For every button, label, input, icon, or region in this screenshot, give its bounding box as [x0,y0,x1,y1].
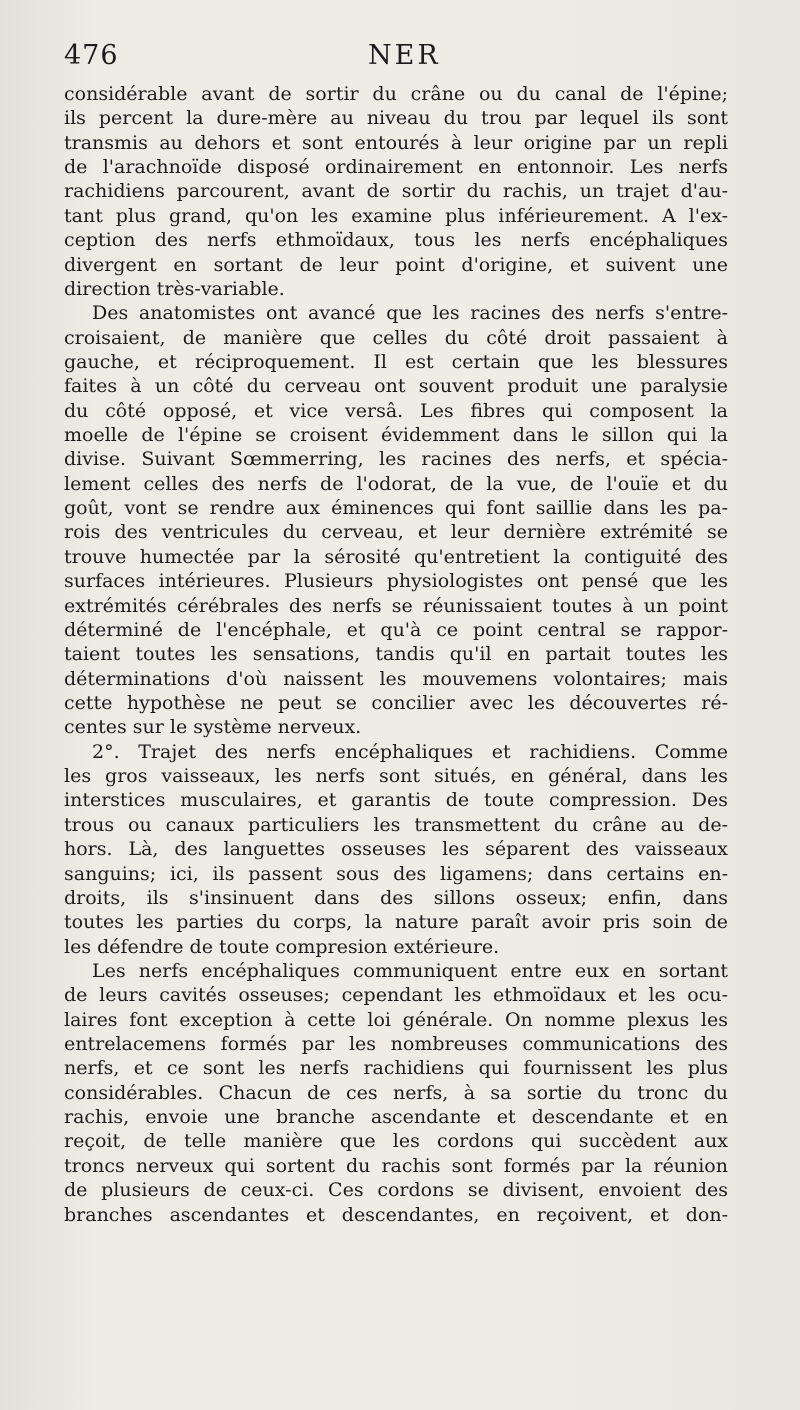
text-line: droits, ils s'insinuent dans des sillons osseux; enfin, dans [64,886,728,909]
text-line: tant plus grand, qu'on les examine plus inférieurement. A l'ex- [64,204,728,227]
page-number: 476 [64,40,119,71]
text-line: taient toutes les sensations, tandis qu'il en partait toutes les [64,643,728,666]
text-line: centes sur le système nerveux. [64,716,362,739]
text-line: sanguins; ici, ils passent sous des ligamens; dans certains en- [64,862,728,885]
text-line: trouve humectée par la sérosité qu'entretient la contiguité des [64,545,728,568]
text-line: troncs nerveux qui sortent du rachis sont formés par la réunion [64,1154,728,1177]
text-line: entrelacemens formés par les nombreuses communications des [64,1033,728,1056]
text-line: laires font exception à cette loi générale. On nomme plexus les [64,1008,728,1031]
text-line: déterminé de l'encéphale, et qu'à ce point central se rappor- [64,618,728,641]
text-line: lement celles des nerfs de l'odorat, de la vue, de l'ouïe et du [64,472,728,495]
text-line: ception des nerfs ethmoïdaux, tous les nerfs encéphaliques [64,229,728,252]
text-line: croisaient, de manière que celles du côté droit passaient à [64,326,728,349]
text-line: du côté opposé, et vice versâ. Les fibres qui composent la [64,399,728,422]
text-line: rois des ventricules du cerveau, et leur dernière extrémité se [64,521,728,544]
text-line: gauche, et réciproquement. Il est certain que les blessures [64,350,728,373]
text-line: 2°. Trajet des nerfs encéphaliques et rachidiens. Comme [92,740,728,763]
text-line: moelle de l'épine se croisent évidemment dans le sillon qui la [64,424,728,447]
text-line: faites à un côté du cerveau ont souvent produit une paralysie [64,375,728,398]
text-line: ils percent la dure-mère au niveau du trou par lequel ils sont [64,107,728,130]
text-line: reçoit, de telle manière que les cordons qui succèdent aux [64,1130,728,1153]
text-line: de l'arachnoïde disposé ordinairement en entonnoir. Les nerfs [64,156,728,179]
text-line: transmis au dehors et sont entourés à leur origine par un repli [64,131,728,154]
body-text [64,82,728,1227]
text-line: déterminations d'où naissent les mouvemens volontaires; mais [64,667,728,690]
text-line: interstices musculaires, et garantis de toute compression. Des [64,789,728,812]
running-head [64,40,750,80]
text-line: direction très-variable. [64,277,285,300]
running-head-word: NER [368,40,441,71]
text-line: Les nerfs encéphaliques communiquent entre eux en sortant [92,959,728,982]
text-line: hors. Là, des languettes osseuses les séparent des vaisseaux [64,838,728,861]
text-line: Des anatomistes ont avancé que les racines des nerfs s'entre- [92,302,728,325]
text-line: divergent en sortant de leur point d'origine, et suivent une [64,253,728,276]
text-line: les défendre de toute compresion extérieure. [64,935,500,958]
text-line: considérables. Chacun de ces nerfs, à sa sortie du tronc du [64,1081,728,1104]
text-line: les gros vaisseaux, les nerfs sont situés, en général, dans les [64,765,728,788]
text-line: divise. Suivant Sœmmerring, les racines des nerfs, et spécia- [64,448,728,471]
text-line: rachis, envoie une branche ascendante et descendante et en [64,1106,728,1129]
text-line: surfaces intérieures. Plusieurs physiologistes ont pensé que les [64,570,728,593]
text-line: considérable avant de sortir du crâne ou du canal de l'épine; [64,83,728,105]
text-line: de plusieurs de ceux-ci. Ces cordons se divisent, envoient des [64,1179,728,1202]
text-line: rachidiens parcourent, avant de sortir du rachis, un trajet d'au- [64,180,728,203]
text-line: nerfs, et ce sont les nerfs rachidiens qui fournissent les plus [64,1057,728,1080]
text-line: toutes les parties du corps, la nature paraît avoir pris soin de [64,911,728,934]
text-line: cette hypothèse ne peut se concilier avec les découvertes ré- [64,691,728,714]
text-line: trous ou canaux particuliers les transmettent du crâne au de- [64,813,728,836]
text-line: extrémités cérébrales des nerfs se réunissaient toutes à un point [64,594,728,617]
text-line: goût, vont se rendre aux éminences qui font saillie dans les pa- [64,497,728,520]
text-line: de leurs cavités osseuses; cependant les ethmoïdaux et les ocu- [64,984,728,1007]
text-line: branches ascendantes et descendantes, en reçoivent, et don- [64,1203,728,1226]
